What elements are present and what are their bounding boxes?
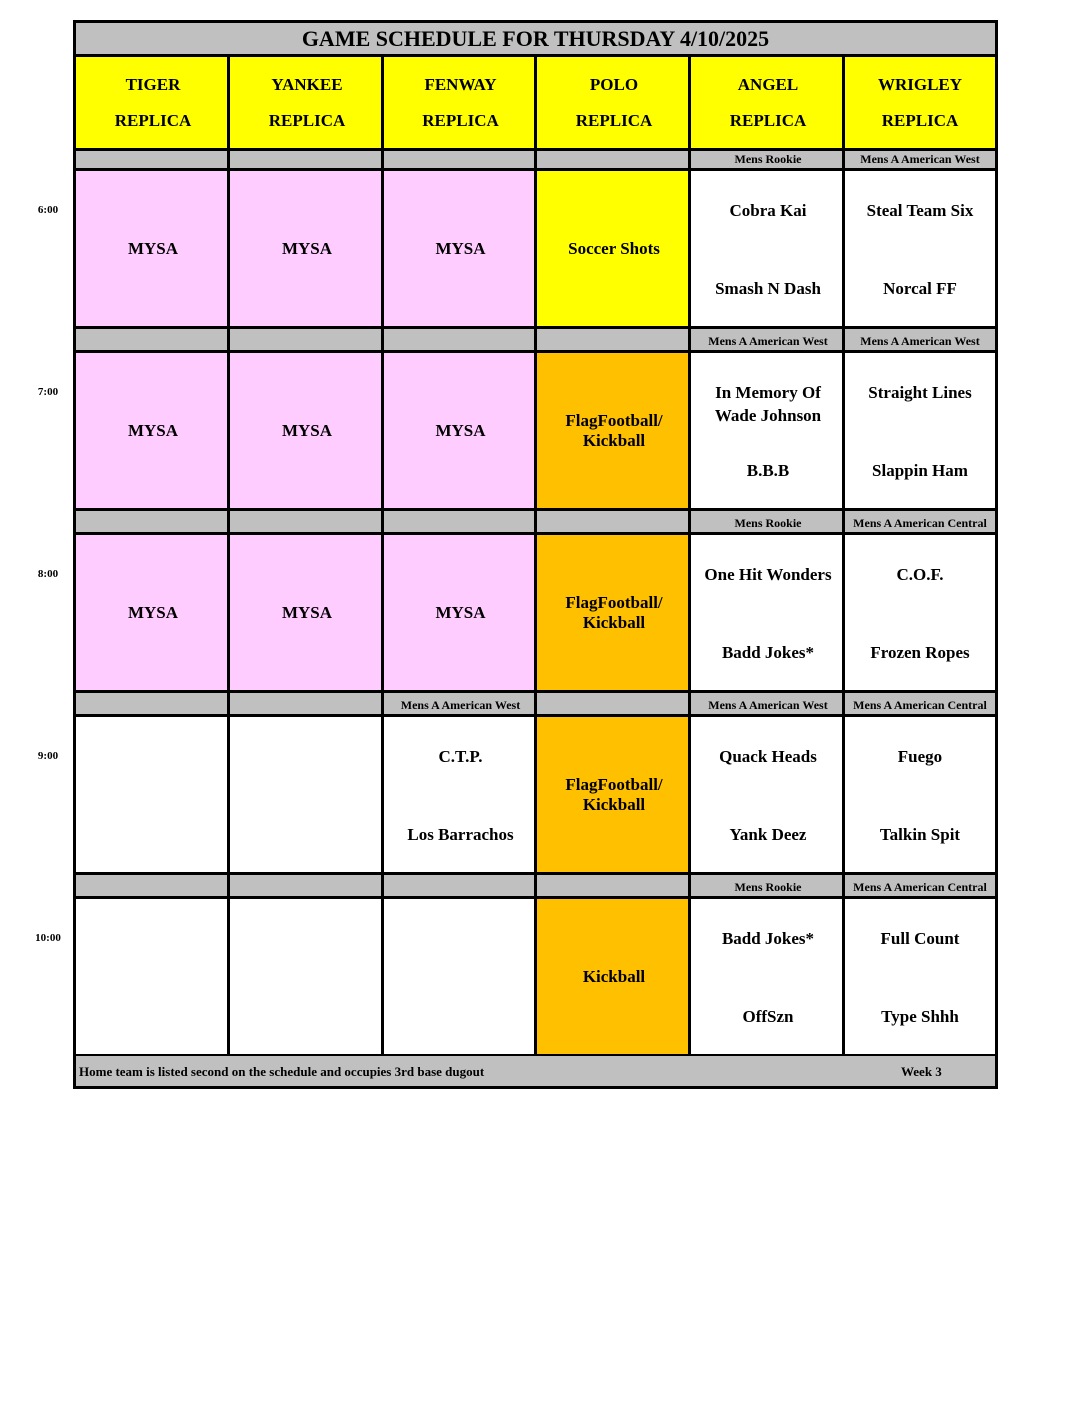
matchup-cell[interactable]: [845, 353, 995, 508]
matchup-cell[interactable]: [691, 171, 845, 326]
division-label: [384, 515, 537, 532]
division-label: [230, 879, 384, 896]
division-label: [384, 879, 537, 896]
footer-note: Home team is listed second on the schedule and occupies 3rd base dugout: [79, 1064, 485, 1079]
grid-line: [381, 57, 384, 1056]
home-team: Type Shhh: [881, 1007, 959, 1026]
grid-line: [534, 57, 537, 1056]
field-subtitle: REPLICA: [268, 110, 346, 130]
division-label: Mens A American Central: [845, 879, 995, 896]
mysa-block: MYSA: [384, 353, 537, 508]
time-label: 8:00: [37, 568, 59, 580]
division-label: Mens A American West: [691, 697, 845, 714]
open-slot: [384, 899, 537, 1054]
division-label: [537, 151, 691, 168]
field-subtitle: REPLICA: [422, 110, 499, 130]
mysa-block: MYSA: [230, 535, 384, 690]
grid-line: [227, 57, 230, 1056]
field-name: WRIGLEY: [877, 74, 963, 94]
field-subtitle: REPLICA: [729, 110, 807, 130]
grid-line: [76, 896, 995, 899]
mysa-block: MYSA: [230, 171, 384, 326]
division-label: [230, 515, 384, 532]
field-subtitle: REPLICA: [575, 110, 653, 130]
home-team: Frozen Ropes: [870, 643, 970, 662]
mysa-block: MYSA: [76, 535, 230, 690]
division-label: [537, 697, 691, 714]
schedule-title: GAME SCHEDULE FOR THURSDAY 4/10/2025: [76, 23, 995, 57]
field-name: FENWAY: [424, 74, 497, 94]
division-label: [76, 515, 230, 532]
open-slot: [230, 899, 384, 1054]
matchup-cell[interactable]: [691, 717, 845, 872]
away-team: Straight Lines: [868, 383, 972, 402]
field-header-wrigley: [845, 57, 995, 148]
flag-kickball-block: Kickball: [537, 899, 691, 1054]
away-team: C.O.F.: [896, 565, 944, 584]
home-team: Yank Deez: [729, 825, 807, 844]
away-team: In Memory Of Wade Johnson: [714, 383, 822, 425]
field-header-polo: [537, 57, 691, 148]
division-label: Mens A American Central: [845, 515, 995, 532]
away-team: Badd Jokes*: [721, 929, 815, 948]
home-team: Talkin Spit: [879, 825, 961, 844]
division-label: [76, 151, 230, 168]
field-name: TIGER: [125, 74, 181, 94]
mysa-block: MYSA: [76, 353, 230, 508]
division-label: [76, 879, 230, 896]
time-label: 6:00: [37, 204, 59, 216]
home-team: OffSzn: [742, 1007, 794, 1026]
time-label: 9:00: [37, 750, 59, 762]
home-team: Slappin Ham: [872, 461, 968, 480]
division-label: Mens Rookie: [691, 515, 845, 532]
schedule-footer: [76, 1056, 995, 1086]
mysa-block: MYSA: [384, 535, 537, 690]
matchup-cell[interactable]: [691, 353, 845, 508]
division-label: Mens A American West: [845, 151, 995, 168]
field-header-angel: [691, 57, 845, 148]
time-label: 10:00: [35, 932, 61, 944]
matchup-cell[interactable]: [691, 899, 845, 1054]
division-label: Mens A American West: [691, 333, 845, 350]
grid-line: [688, 57, 691, 1056]
away-team: Steal Team Six: [866, 201, 974, 220]
away-team: Fuego: [897, 747, 943, 766]
division-label: [384, 151, 537, 168]
division-label: Mens A American West: [384, 697, 537, 714]
grid-line: [842, 57, 845, 1056]
matchup-cell[interactable]: [845, 535, 995, 690]
division-label: [537, 879, 691, 896]
home-team: B.B.B: [746, 461, 790, 480]
away-team: Full Count: [880, 929, 960, 948]
away-team: C.T.P.: [438, 747, 483, 766]
division-label: [76, 697, 230, 714]
flag-kickball-block: FlagFootball/ Kickball: [537, 535, 691, 690]
soccer-shots-block: Soccer Shots: [537, 171, 691, 326]
division-label: [76, 333, 230, 350]
mysa-block: MYSA: [76, 171, 230, 326]
matchup-cell[interactable]: [845, 171, 995, 326]
field-name: POLO: [589, 74, 639, 94]
grid-line: [76, 350, 995, 353]
flag-kickball-block: FlagFootball/ Kickball: [537, 353, 691, 508]
week-label: Week 3: [901, 1064, 942, 1079]
division-label: [537, 515, 691, 532]
division-label: [537, 333, 691, 350]
matchup-cell[interactable]: [384, 717, 537, 872]
grid-line: [76, 168, 995, 171]
grid-line: [76, 872, 995, 875]
matchup-cell[interactable]: [845, 717, 995, 872]
division-label: [230, 697, 384, 714]
grid-line: [76, 326, 995, 329]
division-label: Mens A American Central: [845, 697, 995, 714]
division-label: [230, 333, 384, 350]
home-team: Norcal FF: [883, 279, 957, 298]
grid-line: [76, 532, 995, 535]
home-team: Los Barrachos: [407, 825, 514, 844]
open-slot: [76, 717, 230, 872]
mysa-block: MYSA: [384, 171, 537, 326]
field-subtitle: REPLICA: [881, 110, 959, 130]
division-label: Mens Rookie: [691, 879, 845, 896]
grid-line: [76, 714, 995, 717]
matchup-cell[interactable]: [845, 899, 995, 1054]
grid-line: [76, 508, 995, 511]
away-team: Cobra Kai: [729, 201, 807, 220]
division-label: Mens A American West: [845, 333, 995, 350]
mysa-block: MYSA: [230, 353, 384, 508]
field-name: ANGEL: [737, 74, 799, 94]
flag-kickball-block: FlagFootball/ Kickball: [537, 717, 691, 872]
open-slot: [230, 717, 384, 872]
field-header-fenway: [384, 57, 537, 148]
home-team: Smash N Dash: [715, 279, 821, 298]
field-header-yankee: [230, 57, 384, 148]
time-label: 7:00: [37, 386, 59, 398]
away-team: Quack Heads: [719, 747, 817, 766]
away-team: One Hit Wonders: [704, 565, 832, 584]
field-header-tiger: [76, 57, 230, 148]
field-subtitle: REPLICA: [114, 110, 192, 130]
schedule-table: [73, 20, 998, 1089]
home-team: Badd Jokes*: [721, 643, 815, 662]
division-label: [384, 333, 537, 350]
division-label: Mens Rookie: [691, 151, 845, 168]
grid-line: [76, 690, 995, 693]
grid-line: [76, 148, 995, 151]
open-slot: [76, 899, 230, 1054]
field-name: YANKEE: [271, 74, 343, 94]
division-label: [230, 151, 384, 168]
matchup-cell[interactable]: [691, 535, 845, 690]
